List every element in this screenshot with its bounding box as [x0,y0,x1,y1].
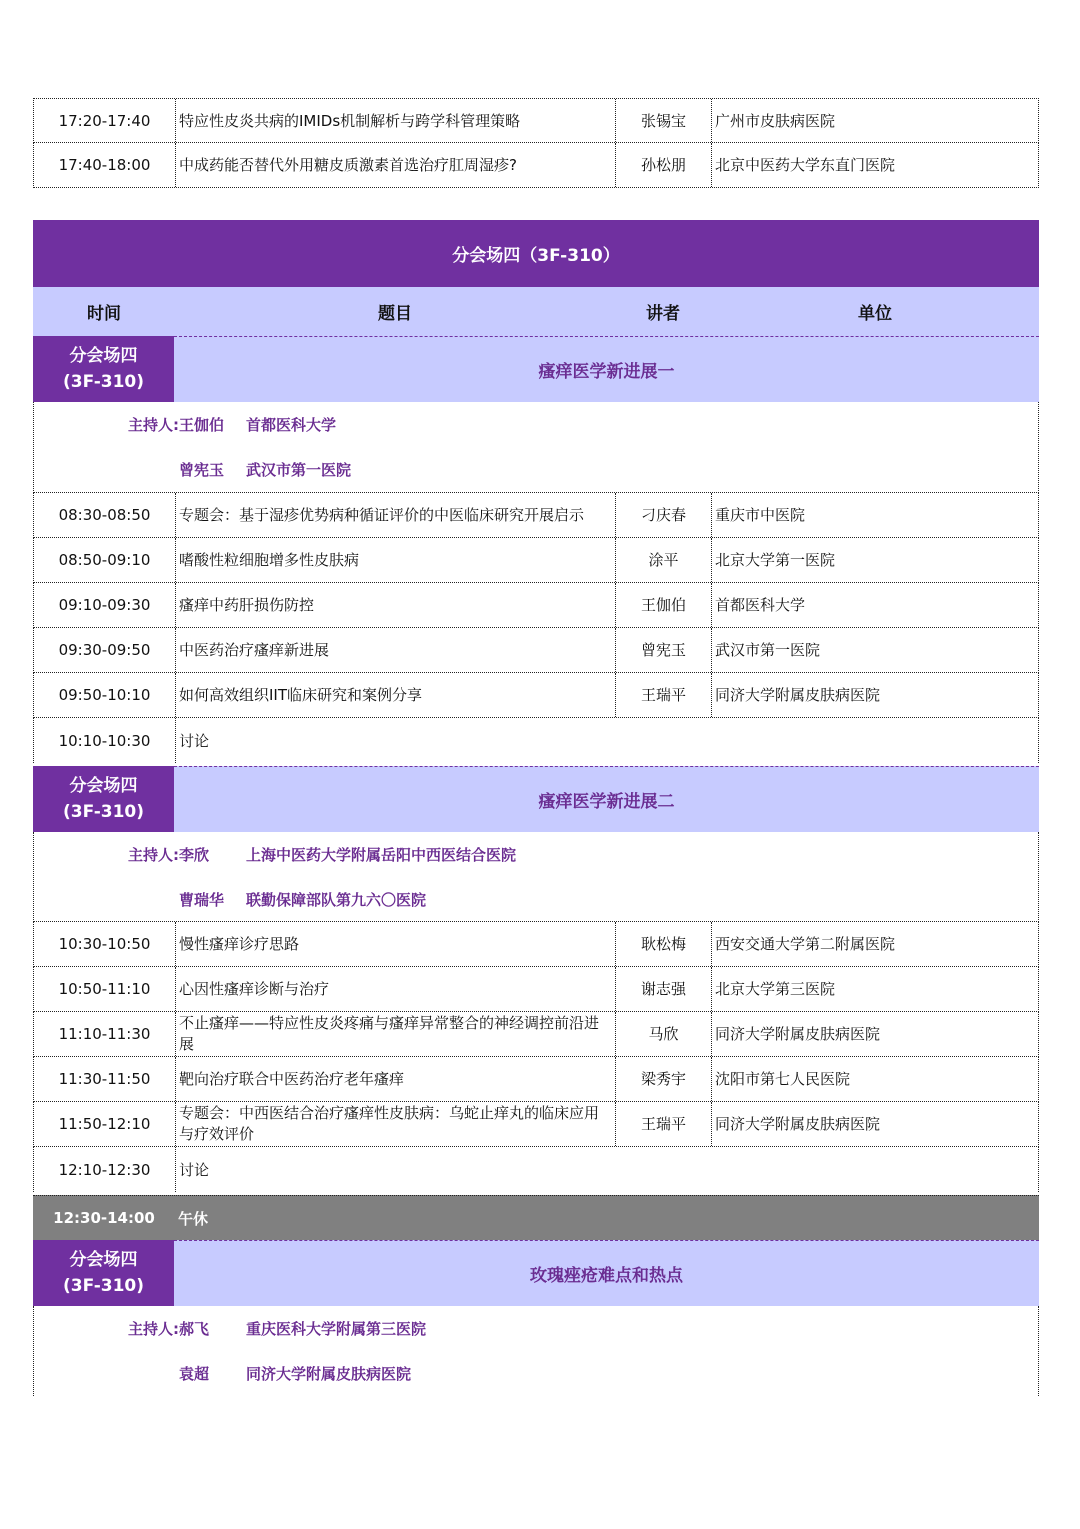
topic-cell: 心因性瘙痒诊断与治疗 [176,967,616,1011]
time-cell: 17:20-17:40 [34,99,176,142]
topic-cell: 专题会：基于湿疹优势病种循证评价的中医临床研究开展启示 [176,493,616,537]
discussion-row [33,1147,1039,1192]
unit-cell: 同济大学附属皮肤病医院 [715,1025,881,1043]
table-row [33,583,1039,628]
topic-cell: 如何高效组织IIT临床研究和案例分享 [176,673,616,717]
topic-cell: 讨论 [179,731,210,750]
host-line [34,832,1038,877]
host-unit: 首都医科大学 [246,416,337,434]
table-row [33,967,1039,1012]
host-name: 曹瑞华 [179,891,225,909]
time-cell: 08:50-09:10 [34,538,176,582]
topic-cell: 靶向治疗联合中医药治疗老年瘙痒 [176,1057,616,1101]
unit-cell: 北京中医药大学东直门医院 [715,156,896,174]
column-header-speaker: 讲者 [646,304,680,324]
host-line [34,1306,1038,1351]
speaker-cell: 张锡宝 [616,99,712,142]
speaker-cell: 涂平 [616,538,712,582]
room-header: 分会场四（3F-310） [33,220,1039,287]
host-name: 曾宪玉 [179,461,225,479]
lunch-time: 12:30-14:00 [53,1209,155,1227]
room-number: (3F-310) [63,802,144,822]
session-hosts [33,402,1039,493]
lunch-label: 午休 [178,1209,209,1228]
discussion-row [33,718,1039,763]
session-hosts [33,832,1039,922]
topic-cell: 中成药能否替代外用糖皮质激素首选治疗肛周湿疹? [176,143,616,187]
session-title: 瘙痒医学新进展一 [174,336,1039,402]
unit-cell: 同济大学附属皮肤病医院 [715,1115,881,1133]
topic-cell: 专题会：中西医结合治疗瘙痒性皮肤病：乌蛇止痒丸的临床应用与疗效评价 [176,1102,616,1146]
unit-cell: 北京大学第三医院 [715,980,836,998]
time-cell: 11:30-11:50 [34,1057,176,1101]
speaker-cell: 王瑞平 [616,673,712,717]
host-line [34,877,1038,922]
table-row [33,628,1039,673]
session-room-label [33,766,174,832]
host-name: 袁超 [179,1365,210,1383]
host-line [34,1351,1038,1396]
room-name: 分会场四 [69,776,138,796]
column-header-topic: 题目 [378,304,412,324]
speaker-cell: 马欣 [616,1012,712,1056]
time-cell: 09:50-10:10 [34,673,176,717]
session-header [33,766,1039,832]
session-header [33,1240,1039,1306]
unit-cell: 广州市皮肤病医院 [715,111,836,130]
time-cell: 12:10-12:30 [34,1147,176,1192]
table-row [33,1012,1039,1057]
time-cell: 11:50-12:10 [34,1102,176,1146]
speaker-cell: 孙松朋 [616,143,712,187]
table-row [33,98,1039,143]
session-talks-table [33,493,1039,763]
host-label: 主持人: [128,1320,179,1338]
host-unit: 联勤保障部队第九六〇医院 [246,891,427,909]
host-unit: 上海中医药大学附属岳阳中西医结合医院 [246,846,517,864]
time-cell: 10:10-10:30 [34,718,176,763]
column-header-time: 时间 [87,304,121,324]
unit-cell: 首都医科大学 [715,596,806,614]
table-row [33,922,1039,967]
time-cell: 08:30-08:50 [34,493,176,537]
topic-cell: 慢性瘙痒诊疗思路 [176,922,616,966]
table-row [33,538,1039,583]
speaker-cell: 刁庆春 [616,493,712,537]
time-cell: 09:30-09:50 [34,628,176,672]
host-label: 主持人: [128,416,179,434]
session-header [33,336,1039,402]
lunch-break-row [33,1195,1039,1240]
table-row [33,1102,1039,1147]
host-unit: 武汉市第一医院 [246,461,352,479]
topic-cell: 嗜酸性粒细胞增多性皮肤病 [176,538,616,582]
host-label: 主持人: [128,846,179,864]
column-header-unit: 单位 [858,304,892,324]
table-row [33,143,1039,188]
host-name: 李欣 [179,846,210,864]
host-unit: 重庆医科大学附属第三医院 [246,1320,427,1338]
speaker-cell: 耿松梅 [616,922,712,966]
host-line [34,447,1038,492]
unit-cell: 重庆市中医院 [715,506,806,524]
table-row [33,493,1039,538]
time-cell: 09:10-09:30 [34,583,176,627]
unit-cell: 北京大学第一医院 [715,551,836,569]
unit-cell: 沈阳市第七人民医院 [715,1070,851,1088]
topic-cell: 中医药治疗瘙痒新进展 [176,628,616,672]
unit-cell: 武汉市第一医院 [715,641,821,659]
column-header-row [33,287,1039,336]
previous-session-table [33,98,1039,188]
time-cell: 10:50-11:10 [34,967,176,1011]
speaker-cell: 梁秀宇 [616,1057,712,1101]
topic-cell: 特应性皮炎共病的IMIDs机制解析与跨学科管理策略 [176,99,616,142]
host-line [34,402,1038,447]
time-cell: 11:10-11:30 [34,1012,176,1056]
host-name: 王伽伯 [179,416,225,434]
time-cell: 10:30-10:50 [34,922,176,966]
session-title: 玫瑰痤疮难点和热点 [174,1240,1039,1306]
host-unit: 同济大学附属皮肤病医院 [246,1365,412,1383]
table-row [33,1057,1039,1102]
speaker-cell: 谢志强 [616,967,712,1011]
session-hosts [33,1306,1039,1396]
speaker-cell: 曾宪玉 [616,628,712,672]
room-number: (3F-310) [63,1276,144,1296]
session-title: 瘙痒医学新进展二 [174,766,1039,832]
speaker-cell: 王瑞平 [616,1102,712,1146]
speaker-cell: 王伽伯 [616,583,712,627]
unit-cell: 同济大学附属皮肤病医院 [715,686,881,704]
topic-cell: 不止瘙痒——特应性皮炎疼痛与瘙痒异常整合的神经调控前沿进展 [176,1012,616,1056]
host-name: 郝飞 [179,1320,210,1338]
room-name: 分会场四 [69,1250,138,1270]
unit-cell: 西安交通大学第二附属医院 [715,935,896,953]
topic-cell: 瘙痒中药肝损伤防控 [176,583,616,627]
session-talks-table [33,922,1039,1192]
time-cell: 17:40-18:00 [34,143,176,187]
topic-cell: 讨论 [179,1160,210,1179]
room-number: (3F-310) [63,372,144,392]
session-room-label [33,336,174,402]
session-room-label [33,1240,174,1306]
table-row [33,673,1039,718]
room-name: 分会场四 [69,346,138,366]
